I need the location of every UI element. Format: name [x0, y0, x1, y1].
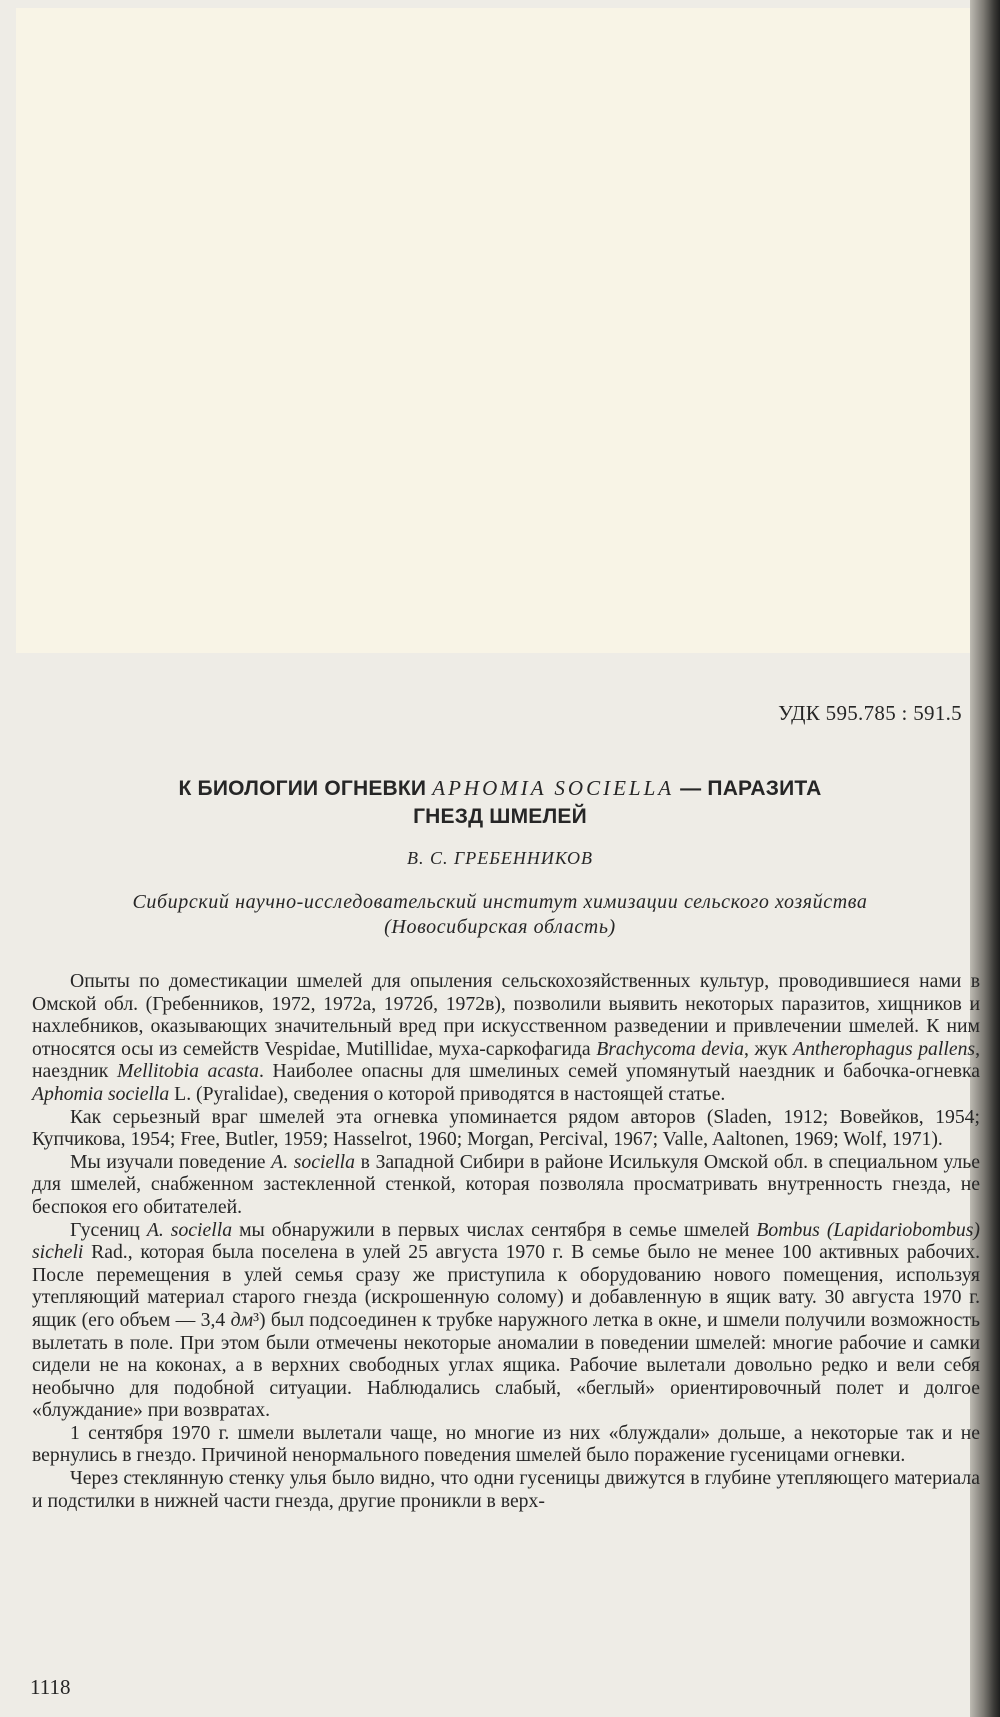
- article-body: [32, 970, 980, 1512]
- title-part1: К БИОЛОГИИ ОГНЕВКИ: [178, 777, 433, 800]
- text-run: ³) был подсоединен к трубке наружного летка в окне, и шмели получили возможность вылетать в поле. При этом были отмечены некоторые аномалии в поведении шмелей: многие рабочие и самки сидели не на коконах, а в верхних свободных углах ящика. Рабочие вылетали довольно редко и вели себя необычно для подобной ситуации. Наблюдались слабый, «беглый» ориентировочный полет и долгое «блуждание» при возвратах.: [32, 1308, 980, 1422]
- affiliation-line2: (Новосибирская область): [384, 916, 616, 938]
- title-part2: — ПАРАЗИТА: [674, 777, 822, 800]
- body-paragraph: [32, 1106, 980, 1151]
- text-run: Гусениц: [70, 1218, 147, 1241]
- text-run: Rad., которая была поселена в улей 25 августа 1970 г. В семье было не менее 100 активных рабочих. После перемещения в улей семья сразу же приступила к оборудованию нового помещения, используя утепляющий материал старого гнезда (искрошенную солому) и добавленную в ящик вату. 30 августа 1970 г. ящик (его объем — 3,4: [32, 1241, 980, 1331]
- text-run: мы обнаружили в первых числах сентября в семье шмелей: [232, 1218, 757, 1241]
- article-title: [60, 774, 940, 831]
- affiliation-line1: Сибирский научно-исследовательский институт химизации сельского хозяйства: [132, 891, 868, 913]
- text-run: , жук: [743, 1037, 794, 1060]
- author: В. С. ГРЕБЕННИКОВ: [407, 848, 593, 868]
- blank-photo-area: [16, 8, 972, 653]
- text-run: L. (Pyralidae), сведения о которой приводятся в настоящей статье.: [169, 1082, 726, 1105]
- italic-term: A. sociella: [146, 1218, 233, 1241]
- udc-code: УДК 595.785 : 591.5: [778, 701, 962, 725]
- text-run: , наездник: [32, 1037, 980, 1083]
- italic-term: дм: [230, 1308, 254, 1331]
- body-paragraph: [32, 1151, 980, 1219]
- text-run: в Западной Сибири в районе Исилькуля Омской обл. в специальном улье для шмелей, снабженном застекленной стенкой, которая позволяла просматривать внутренность гнезда, не беспокоя его обитателей.: [32, 1150, 980, 1218]
- body-paragraph: [32, 1467, 980, 1512]
- text-run: Опыты по доместикации шмелей для опыления сельскохозяйственных культур, проводившиеся нами в Омской обл. (Гребенников, 1972, 1972а, 1972б, 1972в), позволили выявить некоторых паразитов, хищников и нахлебников, оказывающих значительный вред при искусственном разведении и привлечении шмелей. К ним относятся осы из семейств Vespidae, Mutillidae, муха-саркофагида: [32, 970, 980, 1060]
- italic-term: Aphomia sociella: [32, 1082, 170, 1105]
- body-paragraph: [32, 1219, 980, 1422]
- body-paragraph: [32, 1422, 980, 1467]
- title-species: APHOMIA SOCIELLA: [432, 776, 675, 800]
- text-run: Через стеклянную стенку улья было видно, что одни гусеницы движутся в глубине утепляющего материала и подстилки в нижней части гнезда, другие проникли в верх-: [32, 1467, 980, 1512]
- italic-term: Brachycoma devia: [596, 1037, 744, 1060]
- italic-term: A. sociella: [271, 1150, 355, 1173]
- italic-term: Bombus (Lapidariobombus) sicheli: [32, 1218, 980, 1264]
- text-run: 1 сентября 1970 г. шмели вылетали чаще, но многие из них «блуждали» дольше, а некоторые так и не вернулись в гнездо. Причиной ненормального поведения шмелей было поражение гусеницами огневки.: [32, 1421, 980, 1467]
- affiliation: [40, 890, 960, 940]
- text-run: Как серьезный враг шмелей эта огневка упоминается рядом авторов (Sladen, 1912; Вовейков, 1954; Купчикова, 1954; Free, Butler, 1959; Hasselrot, 1960; Morgan, Percival, 1967; Valle, Aaltonen, 1969; Wolf, 1971).: [32, 1105, 980, 1151]
- text-run: Мы изучали поведение: [70, 1150, 272, 1173]
- text-run: . Наиболее опасны для шмелиных семей упомянутый наездник и бабочка-огневка: [258, 1060, 981, 1083]
- title-line2: ГНЕЗД ШМЕЛЕЙ: [413, 805, 587, 828]
- italic-term: Antherophagus pallens: [793, 1037, 976, 1060]
- body-paragraph: [32, 970, 980, 1106]
- italic-term: Mellitobia acasta: [116, 1060, 259, 1083]
- page-number: 1118: [30, 1675, 71, 1699]
